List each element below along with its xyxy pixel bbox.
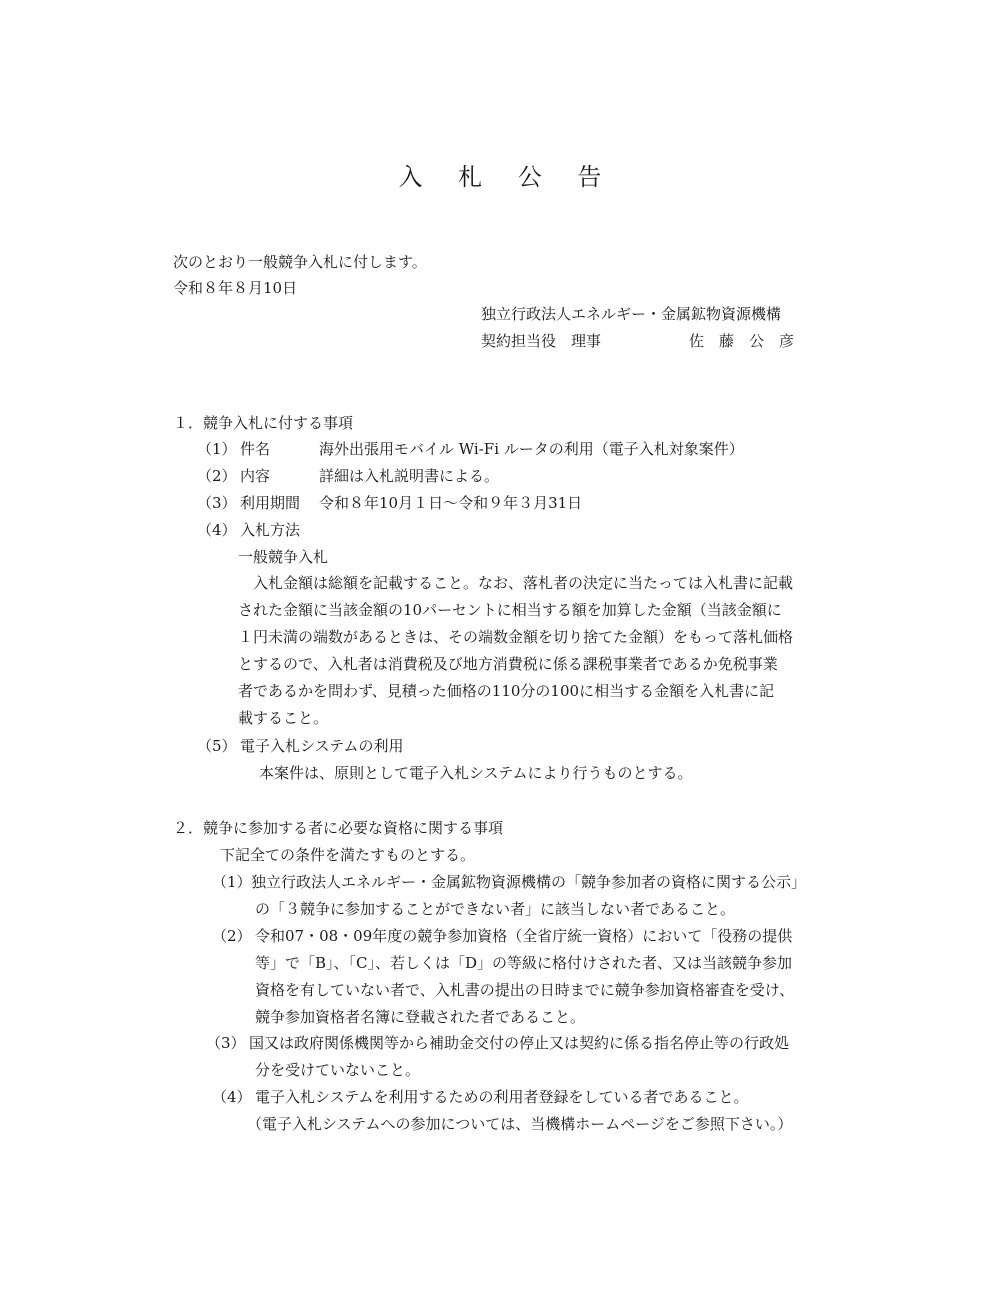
s1-item5-label: 電子入札システムの利用: [240, 737, 404, 755]
s1-item1-label: 件名: [240, 440, 271, 458]
issuer-organization: 独立行政法人エネルギー・金属鉱物資源機構: [481, 305, 782, 323]
s1-item3-label: 利用期間: [240, 494, 301, 512]
s2-item4-number: （4）: [212, 1088, 252, 1106]
announcement-date: 令和８年８月10日: [173, 279, 298, 297]
s2-item1-number: （1）: [212, 873, 252, 891]
s2-item1-line: の「３競争に参加することができない者」に該当しない者であること。: [255, 900, 736, 918]
s1-item4-number: （4）: [197, 521, 237, 539]
s1-item4-line: とするので、入札者は消費税及び地方消費税に係る課税事業者であるか免税事業: [238, 655, 778, 673]
s2-item3-number: （3）: [206, 1034, 246, 1052]
s1-item4-line: １円未満の端数があるときは、その端数金額を切り捨てた金額）をもって落札価格: [238, 628, 794, 646]
s2-item4-line: （電子入札システムへの参加については、当機構ホームページをご参照下さい。）: [247, 1115, 793, 1133]
section1-heading: １．競争入札に付する事項: [173, 414, 354, 432]
s1-item1-value: 海外出張用モバイル Wi-Fi ルータの利用（電子入札対象案件）: [319, 440, 744, 458]
s2-item2-line: 等」で「B」、「C」、若しくは「D」の等級に格付けされた者、又は当該競争参加: [255, 954, 793, 972]
section2-heading: ２．競争に参加する者に必要な資格に関する事項: [173, 819, 504, 837]
s1-item4-line: された金額に当該金額の10パーセントに相当する額を加算した金額（当該金額に: [238, 601, 782, 619]
s1-item3-value: 令和８年10月１日～令和９年３月31日: [319, 494, 583, 512]
s2-item2-line: 令和07・08・09年度の競争参加資格（全省庁統一資格）において「役務の提供: [255, 927, 793, 945]
s1-item4-subheading: 一般競争入札: [238, 548, 329, 566]
document-title: 入 札 公 告: [398, 163, 616, 191]
s2-item2-line: 競争参加資格者名簿に登載された者であること。: [255, 1008, 586, 1026]
s2-item3-line: 国又は政府関係機関等から補助金交付の停止又は契約に係る指名停止等の行政処: [249, 1034, 790, 1052]
s1-item2-number: （2）: [197, 467, 237, 485]
intro-text: 次のとおり一般競争入札に付します。: [173, 253, 427, 271]
s2-item1-line: 独立行政法人エネルギー・金属鉱物資源機構の「競争参加者の資格に関する公示」: [251, 873, 807, 891]
s1-item4-line: 者であるかを問わず、見積った価格の110分の100に相当する金額を入札書に記: [238, 682, 775, 700]
s1-item4-line: 載すること。: [238, 709, 329, 727]
s2-item4-line: 電子入札システムを利用するための利用者登録をしている者であること。: [255, 1088, 749, 1106]
s1-item4-label: 入札方法: [240, 521, 301, 539]
section2-intro: 下記全ての条件を満たすものとする。: [220, 846, 476, 864]
s2-item2-line: 資格を有していない者で、入札書の提出の日時までに競争参加資格審査を受け、: [255, 981, 795, 999]
s1-item4-line: 入札金額は総額を記載すること。なお、落札者の決定に当たっては入札書に記載: [238, 574, 794, 592]
issuer-name: 佐 藤 公 彦: [689, 332, 795, 350]
issuer-role: 契約担当役 理事: [481, 332, 602, 350]
s1-item5-number: （5）: [197, 737, 237, 755]
s2-item3-line: 分を受けていないこと。: [255, 1061, 421, 1079]
s1-item2-label: 内容: [240, 467, 271, 485]
s1-item2-value: 詳細は入札説明書による。: [319, 467, 500, 485]
s2-item2-number: （2）: [212, 927, 252, 945]
s1-item5-text: 本案件は、原則として電子入札システムにより行うものとする。: [259, 764, 693, 782]
s1-item1-number: （1）: [197, 440, 237, 458]
s1-item3-number: （3）: [197, 494, 237, 512]
